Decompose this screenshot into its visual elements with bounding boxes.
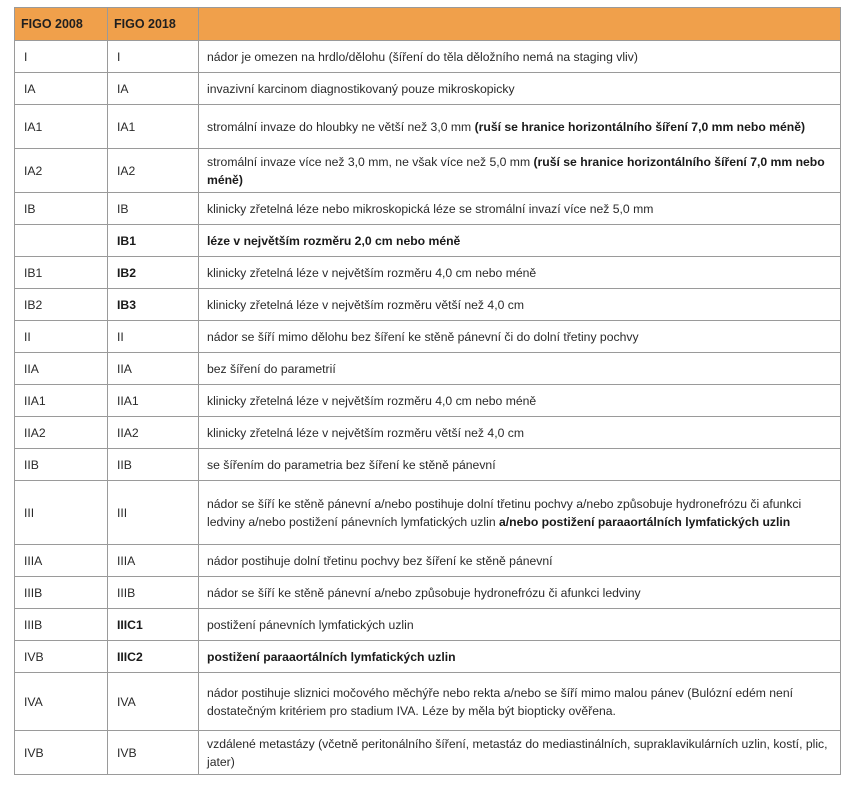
figo-2018-stage: IB2 [108,257,199,289]
stage-description [199,73,841,105]
table-row [15,577,841,609]
table-row [15,289,841,321]
figo-2018-stage: IA1 [108,105,199,149]
figo-2008-stage: I [15,41,108,73]
figo-2018-stage: IVB [108,731,199,775]
table-row [15,449,841,481]
figo-2018-stage: IIIC1 [108,609,199,641]
stage-description [199,225,841,257]
stage-description [199,545,841,577]
stage-description [199,149,841,193]
description-text: klinicky zřetelná léze nebo mikroskopická léze se stromální invazí více než 5,0 mm [207,201,654,216]
figo-2008-stage: IIA1 [15,385,108,417]
stage-description [199,105,841,149]
figo-2008-stage: IIIA [15,545,108,577]
stage-description [199,257,841,289]
stage-description [199,193,841,225]
stage-description [199,321,841,353]
description-text: bez šíření do parametrií [207,361,336,376]
figo-2008-stage: IIA2 [15,417,108,449]
table-row [15,149,841,193]
stage-description [199,41,841,73]
table-row [15,193,841,225]
figo-2018-stage: IB [108,193,199,225]
description-text: klinicky zřetelná léze v největším rozměru větší než 4,0 cm [207,297,524,312]
figo-2018-stage: IIIC2 [108,641,199,673]
table-row [15,41,841,73]
description-text: stromální invaze více než 3,0 mm, ne však více než 5,0 mm [207,154,534,169]
table-row [15,609,841,641]
stage-description [199,577,841,609]
figo-staging-table [14,7,841,775]
figo-2008-stage: IIIB [15,577,108,609]
figo-2018-stage: IIA2 [108,417,199,449]
figo-2008-stage: IA1 [15,105,108,149]
table-row [15,385,841,417]
figo-staging-table-container [14,7,840,775]
figo-2008-stage: IB [15,193,108,225]
description-text: nádor postihuje dolní třetinu pochvy bez šíření ke stěně pánevní [207,553,553,568]
description-text: se šířením do parametria bez šíření ke stěně pánevní [207,457,496,472]
figo-2018-stage: IA [108,73,199,105]
description-bold-text: postižení paraaortálních lymfatických uzlin [207,649,456,664]
table-row [15,545,841,577]
figo-2008-stage: III [15,481,108,545]
table-row [15,321,841,353]
stage-description [199,417,841,449]
table-row [15,417,841,449]
figo-2008-stage: IIA [15,353,108,385]
figo-2018-stage: I [108,41,199,73]
stage-description [199,481,841,545]
figo-2008-stage: IIIB [15,609,108,641]
figo-2018-stage: IIA [108,353,199,385]
stage-description [199,609,841,641]
description-text: klinicky zřetelná léze v největším rozměru větší než 4,0 cm [207,425,524,440]
figo-2018-stage: II [108,321,199,353]
description-bold-text: a/nebo postižení paraaortálních lymfatických uzlin [498,514,791,529]
figo-2008-stage: II [15,321,108,353]
figo-2018-stage: IA2 [108,149,199,193]
table-row [15,73,841,105]
description-text: vzdálené metastázy (včetně peritonálního šíření, metastáz do mediastinálních, supraklavikulárních uzlin, kostí, plic, jater) [207,736,828,769]
figo-2018-stage: IB3 [108,289,199,321]
description-text: klinicky zřetelná léze v největším rozměru 4,0 cm nebo méně [207,265,537,280]
table-row [15,257,841,289]
description-text: invazivní karcinom diagnostikovaný pouze mikroskopicky [207,81,515,96]
figo-2008-stage: IVA [15,673,108,731]
stage-description [199,673,841,731]
table-row [15,105,841,149]
figo-2008-stage: IB2 [15,289,108,321]
header-description [199,8,841,41]
figo-2008-stage: IA2 [15,149,108,193]
figo-2018-stage: IIB [108,449,199,481]
description-bold-text: léze v největším rozměru 2,0 cm nebo méně [207,233,461,248]
table-row [15,673,841,731]
table-body [15,41,841,775]
description-bold-text: (ruší se hranice horizontálního šíření 7,0 mm nebo méně) [207,154,825,187]
figo-2008-stage: IA [15,73,108,105]
stage-description [199,731,841,775]
figo-2008-stage: IB1 [15,257,108,289]
table-header-row [15,8,841,41]
table-row [15,225,841,257]
figo-2008-stage: IVB [15,641,108,673]
stage-description [199,353,841,385]
figo-2018-stage: IIIA [108,545,199,577]
description-text: stromální invaze do hloubky ne větší než 3,0 mm [207,119,475,134]
stage-description [199,289,841,321]
figo-2018-stage: III [108,481,199,545]
table-row [15,481,841,545]
description-bold-text: (ruší se hranice horizontálního šíření 7,0 mm nebo méně) [474,119,806,134]
description-text: nádor se šíří ke stěně pánevní a/nebo způsobuje hydronefrózu či afunkci ledviny [207,585,641,600]
header-figo-2008: FIGO 2008 [15,8,108,41]
description-text: nádor postihuje sliznici močového měchýře nebo rekta a/nebo se šíří mimo malou pánev (Bulózní edém není dostatečným kritériem pro stadium IVA. Léze by měla být biopticky ověřena. [207,685,793,718]
description-text: nádor je omezen na hrdlo/dělohu (šíření do těla děložního nemá na staging vliv) [207,49,638,64]
figo-2008-stage: IIB [15,449,108,481]
description-text: postižení pánevních lymfatických uzlin [207,617,414,632]
table-row [15,731,841,775]
figo-2018-stage: IIA1 [108,385,199,417]
figo-2018-stage: IIIB [108,577,199,609]
stage-description [199,385,841,417]
description-text: nádor se šíří mimo dělohu bez šíření ke stěně pánevní či do dolní třetiny pochvy [207,329,639,344]
figo-2008-stage: IVB [15,731,108,775]
figo-2018-stage: IB1 [108,225,199,257]
description-text: klinicky zřetelná léze v největším rozměru 4,0 cm nebo méně [207,393,537,408]
table-row [15,353,841,385]
stage-description [199,449,841,481]
figo-2008-stage [15,225,108,257]
stage-description [199,641,841,673]
figo-2018-stage: IVA [108,673,199,731]
table-row [15,641,841,673]
description-text: nádor se šíří ke stěně pánevní a/nebo postihuje dolní třetinu pochvy a/nebo způsobuje hydronefrózu či afunkci ledviny a/nebo postižení pánevních lymfatických uzlin [207,496,802,529]
header-figo-2018: FIGO 2018 [108,8,199,41]
